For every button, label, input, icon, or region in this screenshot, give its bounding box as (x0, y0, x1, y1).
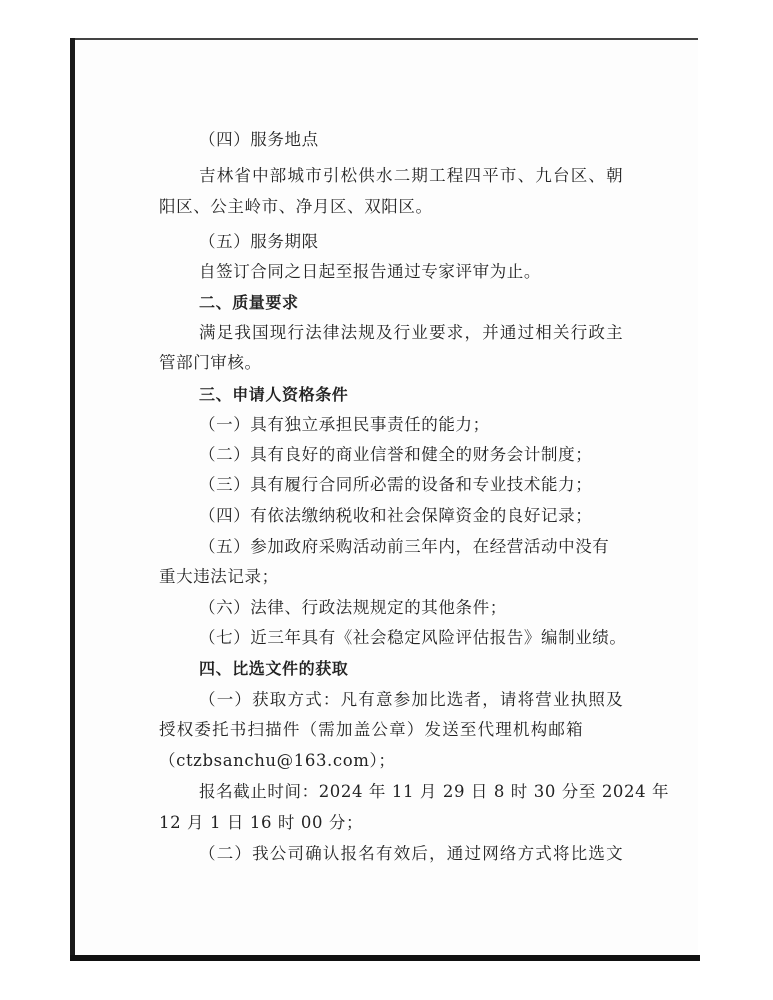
list-item: （七）近三年具有《社会稳定风险评估报告》编制业绩。 (199, 628, 627, 647)
subheading-service-location: （四）服务地点 (199, 130, 319, 149)
scan-edge-bottom (70, 955, 700, 961)
paragraph-line: 满足我国现行法律法规及行业要求，并通过相关行政主 (199, 323, 624, 342)
paragraph-line: 管部门审核。 (159, 353, 262, 372)
section-heading-documents: 四、比选文件的获取 (199, 659, 349, 678)
deadline-line-continuation: 12 月 1 日 16 时 00 分； (159, 813, 364, 832)
paragraph-line: 授权委托书扫描件（需加盖公章）发送至代理机构邮箱 (159, 720, 584, 739)
paragraph-line: 吉林省中部城市引松供水二期工程四平市、九台区、朝 (199, 166, 624, 185)
list-item-continuation: 重大违法记录； (159, 567, 279, 586)
subheading-service-period: （五）服务期限 (199, 232, 319, 251)
section-heading-qualifications: 三、申请人资格条件 (199, 385, 349, 404)
deadline-line: 报名截止时间：2024 年 11 月 29 日 8 时 30 分至 2024 年 (199, 782, 670, 801)
paragraph-line: 自签订合同之日起至报告通过专家评审为止。 (199, 262, 541, 281)
list-item: （六）法律、行政法规规定的其他条件； (199, 598, 507, 617)
section-heading-quality: 二、质量要求 (199, 293, 299, 312)
list-item: （五）参加政府采购活动前三年内，在经营活动中没有 (199, 537, 610, 556)
list-item: （二）具有良好的商业信誉和健全的财务会计制度； (199, 445, 593, 464)
document-page (75, 40, 698, 955)
list-item: （四）有依法缴纳税收和社会保障资金的良好记录； (199, 506, 593, 525)
paragraph-line: （二）我公司确认报名有效后，通过网络方式将比选文 (199, 844, 624, 863)
email-line: （ctzbsanchu@163.com）； (159, 751, 396, 770)
list-item: （三）具有履行合同所必需的设备和专业技术能力； (199, 475, 593, 494)
paragraph-line: （一）获取方式：凡有意参加比选者，请将营业执照及 (199, 690, 624, 709)
paragraph-line: 阳区、公主岭市、净月区、双阳区。 (159, 197, 433, 216)
list-item: （一）具有独立承担民事责任的能力； (199, 415, 490, 434)
